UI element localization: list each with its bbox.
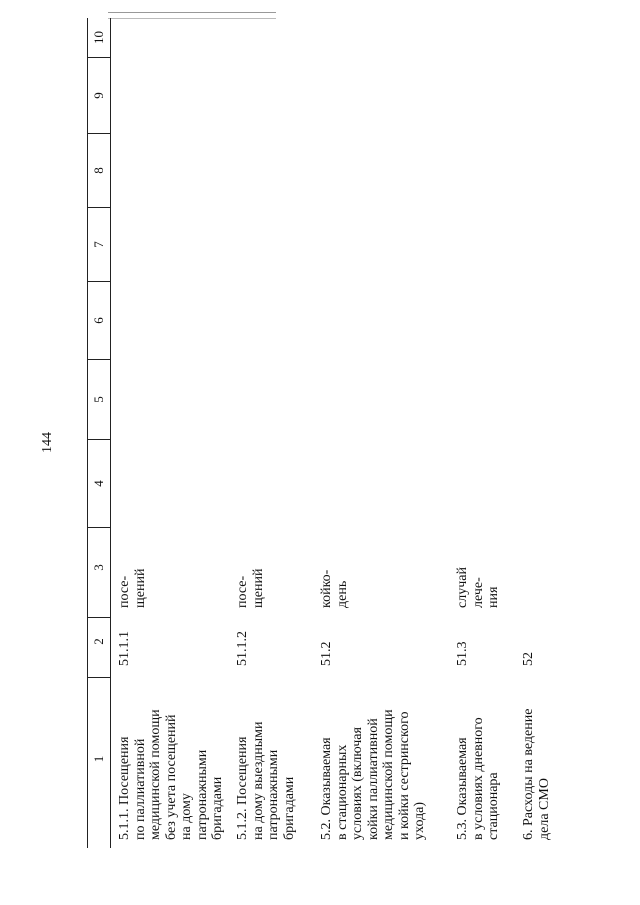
table-row (313, 18, 449, 848)
row-name: 5.3. Оказываемая в условиях дневного стационара (455, 717, 501, 840)
header-col-8: 8 (88, 134, 110, 208)
row-unit: койко- день (319, 569, 350, 608)
data-table (87, 18, 575, 848)
row-code: 52 (521, 652, 536, 666)
row-name: 5.2. Оказываемая в стационарных условиях (включая койки паллиативной медицинской помощи и койки сестринского ухода) (319, 709, 427, 840)
table-header-row (87, 18, 111, 848)
header-col-1: 1 (91, 755, 106, 763)
header-col-6: 6 (88, 282, 110, 360)
row-code: 51.1.1 (117, 631, 132, 666)
row-code: 51.2 (319, 641, 334, 666)
header-col-4: 4 (88, 440, 110, 528)
row-code: 51.3 (455, 641, 470, 666)
table-row (111, 18, 229, 848)
header-col-3: 3 (88, 528, 110, 618)
table-row (229, 18, 313, 848)
row-unit (515, 528, 575, 618)
page-number: 144 (40, 432, 55, 453)
row-unit: посе- щений (235, 568, 266, 608)
row-unit: посе- щений (117, 568, 148, 608)
header-col-2: 2 (88, 618, 110, 678)
header-col-7: 7 (88, 208, 110, 282)
row-name: 5.1.2. Посещения на дому выездными патронажными бригадами (235, 721, 297, 840)
header-col-9: 9 (88, 58, 110, 134)
header-col-10: 10 (88, 18, 110, 58)
row-unit: случай лече- ния (455, 567, 501, 608)
table-row (449, 18, 515, 848)
table-row (515, 18, 575, 848)
header-col-5: 5 (88, 360, 110, 440)
row-name: 5.1.1. Посещения по паллиативной медицинской помощи без учета посещений на дому патронажными бригадами (117, 709, 225, 840)
row-name: 6. Расходы на ведение дела СМО (521, 708, 552, 840)
row-code: 51.1.2 (235, 631, 250, 666)
